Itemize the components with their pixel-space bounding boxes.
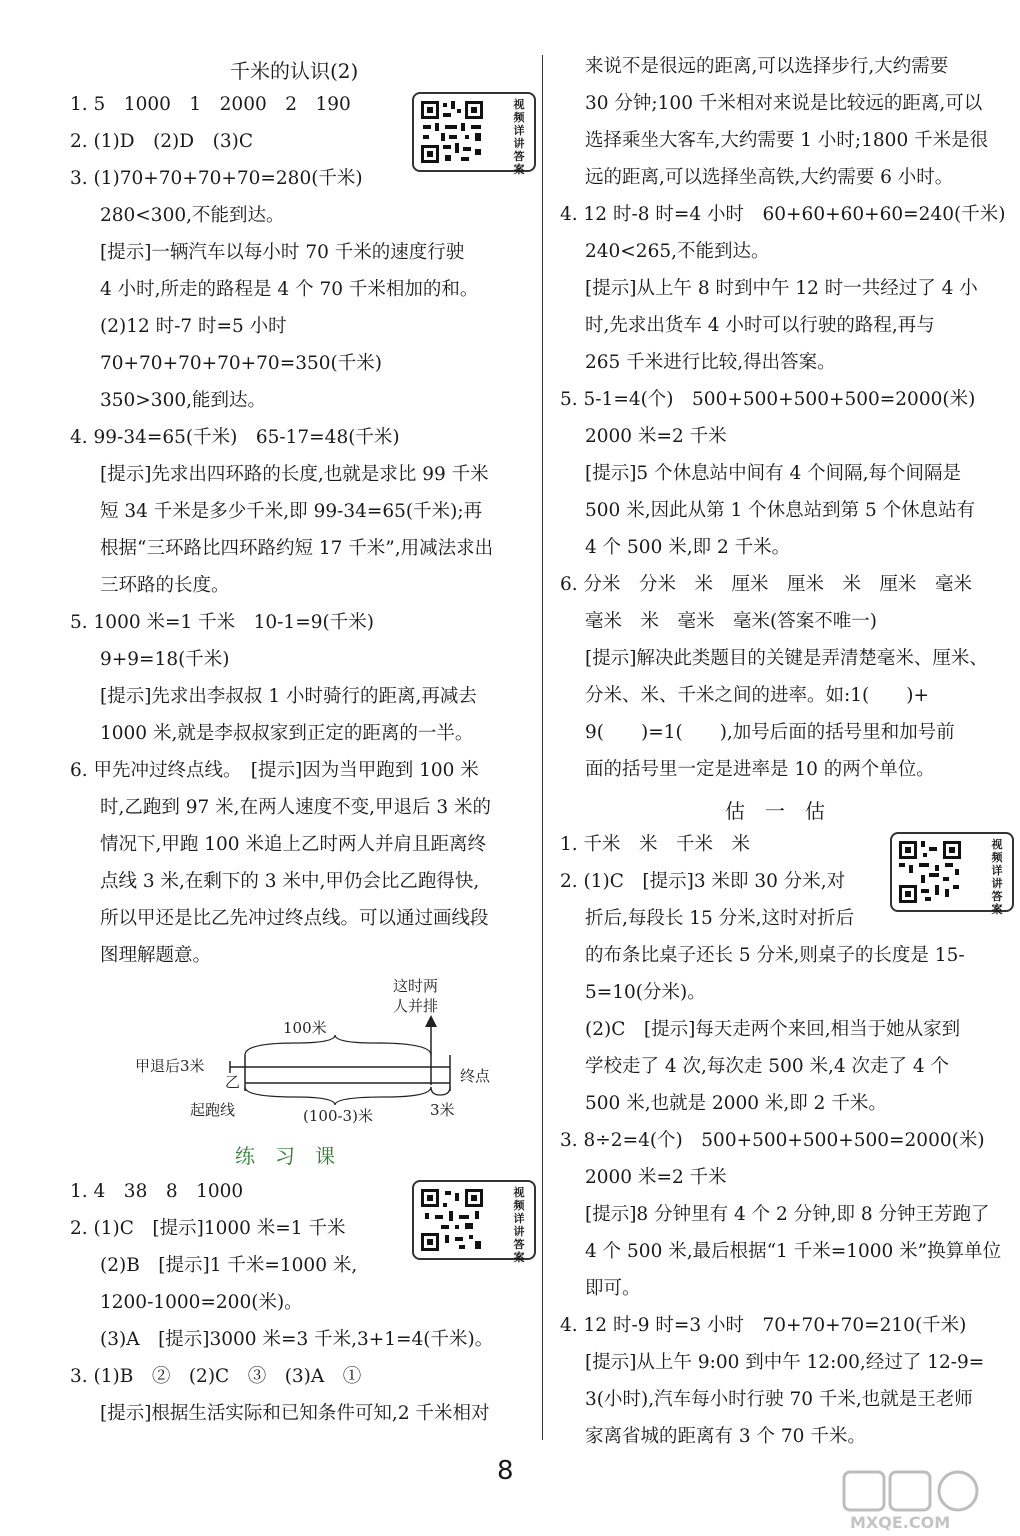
hint-line: 短 34 千米是多少千米,即 99-34=65(千米);再 [100,501,483,522]
answer-line: (2)12 时-7 时=5 小时 [100,316,287,337]
watermark-text: MXQE.COM [850,1513,951,1532]
diagram-label-finish: 终点 [460,1067,491,1085]
answer-line: 3. (1)70+70+70+70=280(千米) [70,168,363,189]
answer-line: 6. 甲先冲过终点线。 [提示]因为当甲跑到 100 米 [70,760,479,781]
hint-line: [提示]从上午 8 时到中午 12 时一共经过了 4 小 [585,278,978,299]
hint-line: [提示]5 个休息站中间有 4 个间隔,每个间隔是 [585,463,961,484]
hint-line: 情况下,甲跑 100 米追上乙时两人并肩且距离终 [100,834,486,855]
video-answer-qr[interactable] [412,92,536,176]
answer-line: 4. 12 时-9 时=3 小时 70+70+70=210(千米) [560,1315,967,1336]
answer-line: 4. 99-34=65(千米) 65-17=48(千米) [70,427,400,448]
hint-line: 265 千米进行比较,得出答案。 [585,352,836,373]
hint-line: 学校走了 4 次,每次走 500 米,4 次走了 4 个 [585,1056,950,1077]
hint-line: 所以甲还是比乙先冲过终点线。可以通过画线段 [100,908,489,929]
section-title-practice: 练 习 课 [235,1144,335,1168]
answer-line: (2)C [提示]每天走两个来回,相当于她从家到 [585,1019,961,1040]
hint-line: 4 个 500 米,最后根据“1 千米=1000 米”换算单位 [585,1241,1002,1262]
qr-label: 视频详讲答案 [991,838,1003,916]
answer-line: (2)B [提示]1 千米=1000 米, [100,1255,358,1276]
answer-line: 2. (1)C [提示]1000 米=1 千米 [70,1218,346,1239]
hint-line: 选择乘坐大客车,大约需要 1 小时;1800 千米是很 [585,130,989,151]
hint-line: 500 米,因此从第 1 个休息站到第 5 个休息站有 [585,500,976,521]
hint-line: 3(小时),汽车每小时行驶 70 千米,也就是王老师 [585,1389,973,1410]
answer-line: 240<265,不能到达。 [585,241,770,262]
answer-line: 1200-1000=200(米)。 [100,1292,303,1313]
diagram-label-97m: (100-3)米 [303,1107,373,1125]
diagram-label-back-3m: 甲退后3米 [135,1057,205,1075]
answer-line: 4. 12 时-8 时=4 小时 60+60+60+60=240(千米) [560,204,1006,225]
hint-line: 9( )=1( ),加号后面的括号里和加号前 [585,722,955,743]
qr-label: 视频详讲答案 [513,98,525,176]
answer-line: 5. 1000 米=1 千米 10-1=9(千米) [70,612,374,633]
answer-line: 1. 4 38 8 1000 [70,1181,244,1202]
hint-line: 面的括号里一定是进率是 10 的两个单位。 [585,759,935,780]
hint-line: 的布条比桌子还长 5 分米,则桌子的长度是 15- [585,945,965,966]
column-divider [542,55,543,1440]
hint-line: 时,先求出货车 4 小时可以行驶的路程,再与 [585,315,935,336]
answer-line: 70+70+70+70+70=350(千米) [100,353,382,374]
qr-code-icon [419,1187,485,1253]
diagram-label-side-by-side: 这时两 [393,977,439,995]
watermark-logo [840,1470,1010,1532]
hint-line: [提示]先求出李叔叔 1 小时骑行的距离,再减去 [100,686,477,707]
qr-code-icon [897,839,963,905]
hint-line: 4 个 500 米,即 2 千米。 [585,537,791,558]
qr-label: 视频详讲答案 [513,1186,525,1264]
answer-line: 350>300,能到达。 [100,390,267,411]
diagram-label-100m: 100米 [283,1019,327,1037]
hint-line: 即可。 [585,1278,641,1299]
diagram-label-side-by-side-2: 人并排 [393,997,439,1015]
section-title-estimate: 估 一 估 [725,799,825,823]
diagram-label-start: 起跑线 [190,1101,236,1119]
hint-line: 点线 3 米,在剩下的 3 米中,甲仍会比乙跑得快, [100,871,480,892]
diagram-label-yi: 乙 [225,1073,241,1091]
hint-line: 家离省城的距离有 3 个 70 千米。 [585,1426,866,1447]
hint-line: 三环路的长度。 [100,575,230,596]
answer-line: (3)A [提示]3000 米=3 千米,3+1=4(千米)。 [100,1329,494,1350]
hint-line: [提示]根据生活实际和已知条件可知,2 千米相对 [100,1403,490,1424]
diagram-label-3m: 3米 [430,1101,455,1119]
answer-line: 280<300,不能到达。 [100,205,285,226]
answer-line: 6. 分米 分米 米 厘米 厘米 米 厘米 毫米 [560,574,973,595]
video-answer-qr[interactable] [412,1180,536,1264]
section-title-km-2: 千米的认识(2) [230,59,359,83]
hint-line: 500 米,也就是 2000 米,即 2 千米。 [585,1093,887,1114]
hint-line: [提示]从上午 9:00 到中午 12:00,经过了 12-9= [585,1352,985,1373]
hint-line: 30 分钟;100 千米相对来说是比较远的距离,可以 [585,93,983,114]
page-number: 8 [497,1456,514,1486]
line-segment-diagram [135,975,505,1125]
answer-line: 2000 米=2 千米 [585,426,727,447]
answer-line: 毫米 米 毫米 毫米(答案不唯一) [585,611,877,632]
answer-line: 2. (1)C [提示]3 米即 30 分米,对 [560,871,846,892]
hint-line: 折后,每段长 15 分米,这时对折后 [585,908,855,929]
video-answer-qr[interactable] [890,832,1014,916]
hint-line: 4 小时,所走的路程是 4 个 70 千米相加的和。 [100,279,479,300]
hint-line: 分米、米、千米之间的进率。如:1( )+ [585,685,929,706]
hint-line: 远的距离,可以选择坐高铁,大约需要 6 小时。 [585,167,954,188]
answer-line: 3. (1)B ② (2)C ③ (3)A ① [70,1366,362,1387]
answer-line: 2000 米=2 千米 [585,1167,727,1188]
hint-line: 5=10(分米)。 [585,982,706,1003]
hint-line: 来说不是很远的距离,可以选择步行,大约需要 [585,56,949,77]
answer-line: 2. (1)D (2)D (3)C [70,131,253,152]
hint-line: 时,乙跑到 97 米,在两人速度不变,甲退后 3 米的 [100,797,491,818]
hint-line: [提示]一辆汽车以每小时 70 千米的速度行驶 [100,242,465,263]
answer-line: 1. 5 1000 1 2000 2 190 [70,94,351,115]
hint-line: 1000 米,就是李叔叔家到正定的距离的一半。 [100,723,474,744]
answer-line: 5. 5-1=4(个) 500+500+500+500=2000(米) [560,389,976,410]
answer-line: 3. 8÷2=4(个) 500+500+500+500=2000(米) [560,1130,985,1151]
answer-line: 9+9=18(千米) [100,649,230,670]
hint-line: [提示]8 分钟里有 4 个 2 分钟,即 8 分钟王芳跑了 [585,1204,990,1225]
hint-line: 图理解题意。 [100,945,212,966]
qr-code-icon [419,99,485,165]
hint-line: 根据“三环路比四环路约短 17 千米”,用减法求出 [100,538,494,559]
hint-line: [提示]解决此类题目的关键是弄清楚毫米、厘米、 [585,648,988,669]
answer-line: 1. 千米 米 千米 米 [560,834,751,855]
hint-line: [提示]先求出四环路的长度,也就是求比 99 千米 [100,464,489,485]
